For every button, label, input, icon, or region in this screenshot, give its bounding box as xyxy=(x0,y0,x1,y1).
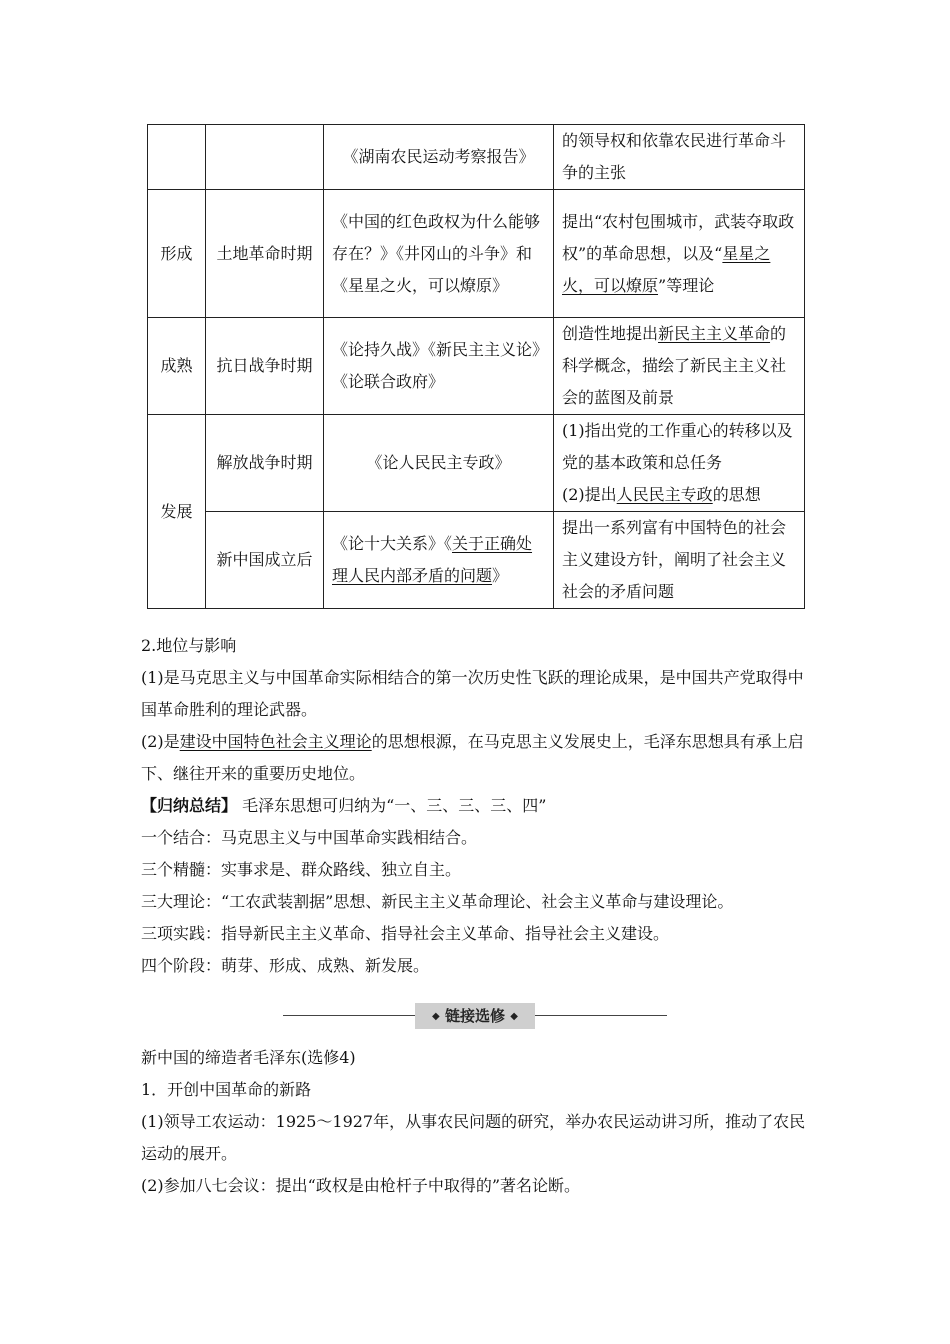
period-label: 土地革命时期 xyxy=(216,243,313,263)
work-cell xyxy=(324,190,554,318)
elective-link-banner xyxy=(283,1003,667,1029)
work-text: 《论人民民主专政》 xyxy=(366,453,511,472)
table-row xyxy=(148,318,805,415)
work-text: 》 xyxy=(492,566,509,585)
period-cell xyxy=(206,512,324,609)
banner-label-box xyxy=(415,1003,535,1029)
content-text xyxy=(562,479,796,511)
summary-item: 三项实践：指导新民主主义革命、指导社会主义革命、指导社会主义建设。 xyxy=(141,924,670,943)
content-cell xyxy=(554,125,805,190)
stage-label: 发展 xyxy=(160,501,193,521)
stage-cell xyxy=(148,318,206,415)
underlined-term: 关于正确处理人民内部矛盾的问题 xyxy=(332,534,533,585)
period-cell xyxy=(206,190,324,318)
diamond-icon: ◆ xyxy=(432,1011,440,1022)
content-text: 提出一系列富有中国特色的社会主义建设方针，阐明了社会主义社会的矛盾问题 xyxy=(562,518,787,601)
divider xyxy=(283,1015,415,1016)
table-row xyxy=(148,512,805,609)
summary-heading xyxy=(141,790,811,822)
table-row xyxy=(148,190,805,318)
content-cell xyxy=(554,190,805,318)
table-row xyxy=(148,415,805,512)
underlined-term: 建设中国特色社会主义理论 xyxy=(179,732,372,751)
content-text: 的领导权和依靠农民进行革命斗争的主张 xyxy=(562,131,787,182)
content-text: 创造性地提出 xyxy=(562,324,659,343)
paragraph-text: (2)是 xyxy=(141,732,180,751)
banner-label: 链接选修 xyxy=(444,1007,505,1025)
period-label: 解放战争时期 xyxy=(216,453,313,472)
content-text: 的思想 xyxy=(712,485,761,504)
stage-cell xyxy=(148,190,206,318)
divider xyxy=(535,1015,667,1016)
period-cell xyxy=(206,415,324,512)
period-cell xyxy=(206,125,324,190)
work-text: 《中国的红色政权为什么能够存在？》《井冈山的斗争》和《星星之火，可以燎原》 xyxy=(332,211,541,295)
period-label: 抗日战争时期 xyxy=(216,356,313,375)
stage-label: 成熟 xyxy=(160,356,193,375)
content-cell xyxy=(554,415,805,512)
diamond-icon: ◆ xyxy=(510,1011,518,1022)
content-cell xyxy=(554,512,805,609)
work-cell xyxy=(324,125,554,190)
paragraph: (2)参加八七会议：提出“政权是由枪杆子中取得的”著名论断。 xyxy=(141,1176,581,1195)
work-cell xyxy=(324,415,554,512)
summary-item: 四个阶段：萌芽、形成、成熟、新发展。 xyxy=(141,956,430,975)
underlined-term: 星星之火，可以燎原 xyxy=(562,243,771,295)
summary-item: 三大理论：“工农武装割据”思想、新民主主义革命理论、社会主义革命与建设理论。 xyxy=(141,892,734,911)
period-cell xyxy=(206,318,324,415)
summary-item: 三个精髓：实事求是、群众路线、独立自主。 xyxy=(141,860,462,879)
stage-label: 形成 xyxy=(160,243,193,263)
work-text: 《湖南农民运动考察报告》 xyxy=(342,147,535,166)
stage-cell xyxy=(148,415,206,609)
content-text: (1)指出党的工作重心的转移以及党的基本政策和总任务 xyxy=(562,421,793,472)
mao-thought-table xyxy=(147,124,805,609)
stage-cell xyxy=(148,125,206,190)
summary-title: 毛泽东思想可归纳为“一、三、三、三、四” xyxy=(242,796,547,815)
paragraph-text: 的思想根源，在马克思主义发展史上，毛泽东思想具有承上启下、继往开来的重要历史地位。 xyxy=(141,732,804,783)
work-cell xyxy=(324,512,554,609)
period-label: 新中国成立后 xyxy=(216,550,313,569)
underlined-term: 新民主主义革命 xyxy=(658,324,771,343)
section-status-influence xyxy=(141,630,811,982)
paragraph: (1)领导工农运动：1925～1927年，从事农民问题的研究，举办农民运动讲习所，推动了农民运动的展开。 xyxy=(141,1112,806,1163)
underlined-term: 人民民主专政 xyxy=(616,485,713,504)
section-elective xyxy=(141,1042,811,1202)
content-text: 提出“农村包围城市，武装夺取政权”的革命思想，以及“ xyxy=(562,211,795,263)
content-text: (2)提出 xyxy=(562,485,617,504)
section-heading: 2.地位与影响 xyxy=(141,636,237,655)
table-row xyxy=(148,125,805,190)
work-cell xyxy=(324,318,554,415)
summary-item: 一个结合：马克思主义与中国革命实践相结合。 xyxy=(141,828,478,847)
paragraph xyxy=(141,726,811,790)
summary-tag: 【归纳总结】 xyxy=(141,796,238,815)
content-cell xyxy=(554,318,805,415)
content-text: 的科学概念，描绘了新民主主义社会的蓝图及前景 xyxy=(562,324,787,407)
elective-title: 新中国的缔造者毛泽东(选修4) xyxy=(141,1048,356,1067)
paragraph: (1)是马克思主义与中国革命实际相结合的第一次历史性飞跃的理论成果，是中国共产党取得中国革命胜利的理论武器。 xyxy=(141,668,804,719)
work-text: 《论持久战》《新民主主义论》《论联合政府》 xyxy=(332,340,541,391)
content-text: ”等理论 xyxy=(658,275,715,295)
work-text: 《论十大关系》《 xyxy=(332,534,453,553)
elective-heading: 1．开创中国革命的新路 xyxy=(141,1080,312,1099)
